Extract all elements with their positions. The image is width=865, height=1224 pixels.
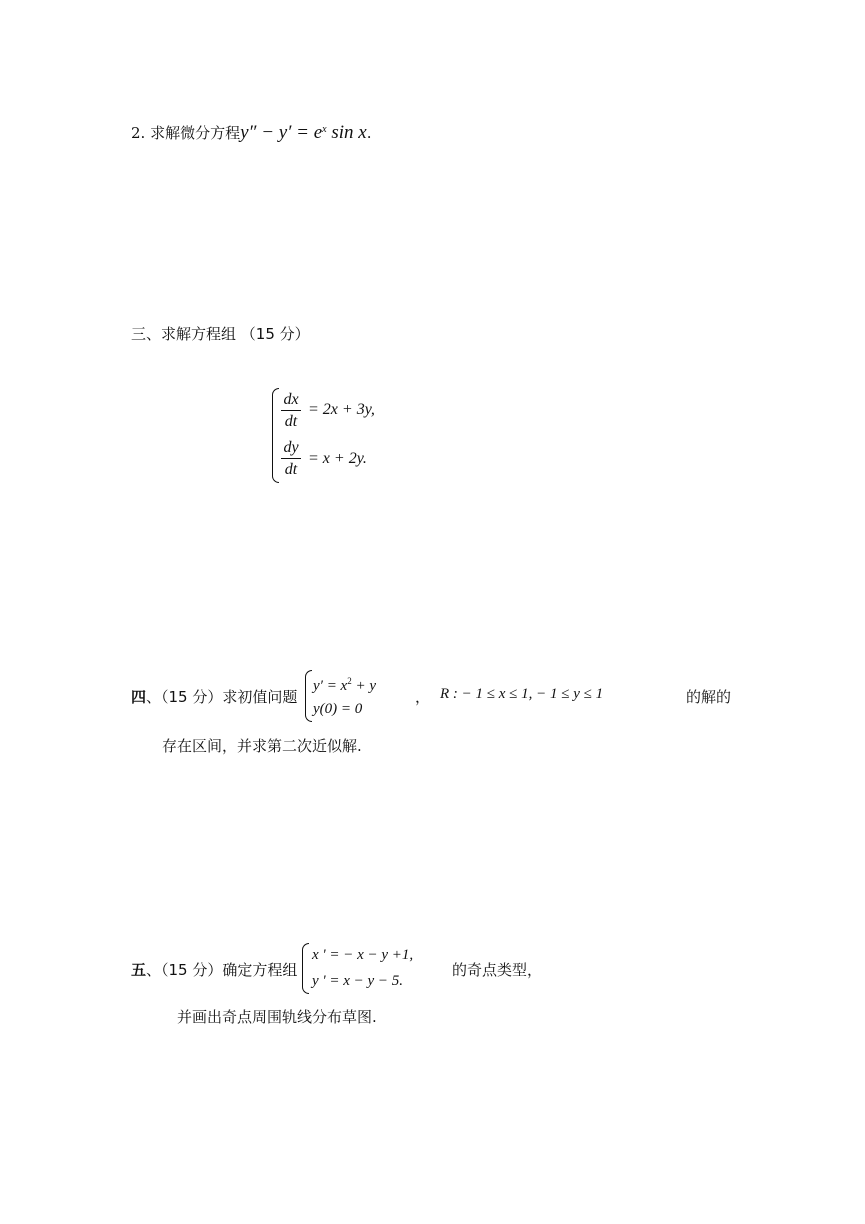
q4-continuation: 存在区间，并求第二次近似解. xyxy=(162,737,362,755)
q5-continuation: 并画出奇点周围轨线分布草图. xyxy=(177,1008,377,1026)
q4-suffix: 的解的 xyxy=(686,688,732,706)
q4-line1: $y' = x^2 + y$ xyxy=(313,676,376,694)
q5-prefix: 、（15 分）确定方程组 xyxy=(146,961,298,979)
q4-region: R : − 1 ≤ x ≤ 1, − 1 ≤ y ≤ 1 xyxy=(440,686,604,702)
q3-fraction-dxdt: dx dt xyxy=(281,391,301,431)
q2-text: 求解微分方程 xyxy=(150,124,241,142)
q3-brace xyxy=(272,388,279,483)
question-5-prefix xyxy=(131,959,297,980)
q4-heading: 四 xyxy=(131,688,147,706)
q4-prefix: 、（15 分）求初值问题 xyxy=(146,688,298,706)
q2-number: 2. xyxy=(131,124,146,142)
question-4-prefix xyxy=(131,686,297,707)
q4-brace xyxy=(305,670,312,722)
question-3-heading xyxy=(131,323,310,344)
q2-end: . xyxy=(366,124,372,142)
q5-heading: 五 xyxy=(131,961,147,979)
q3-eq2-rhs: = x + 2y. xyxy=(308,450,367,467)
question-2 xyxy=(131,122,372,144)
q3-fraction-dydt: dy dt xyxy=(281,439,301,479)
q2-sin-term: sin x xyxy=(331,122,367,143)
q4-line2: y(0) = 0 xyxy=(313,701,363,717)
q5-suffix: 的奇点类型， xyxy=(452,961,543,979)
q3-heading: 三、求解方程组 xyxy=(131,325,237,343)
q3-points: （15 分） xyxy=(240,325,310,343)
q3-eq1-rhs: = 2x + 3y, xyxy=(308,401,375,418)
q5-line2: y ' = x − y − 5. xyxy=(312,973,404,989)
q2-equation: y″ − y′ = e xyxy=(240,122,323,143)
q5-brace xyxy=(302,943,309,994)
q2-exponent: x xyxy=(322,124,327,135)
q4-comma: ， xyxy=(415,688,431,706)
q5-line1: x ' = − x − y +1, xyxy=(312,947,414,963)
